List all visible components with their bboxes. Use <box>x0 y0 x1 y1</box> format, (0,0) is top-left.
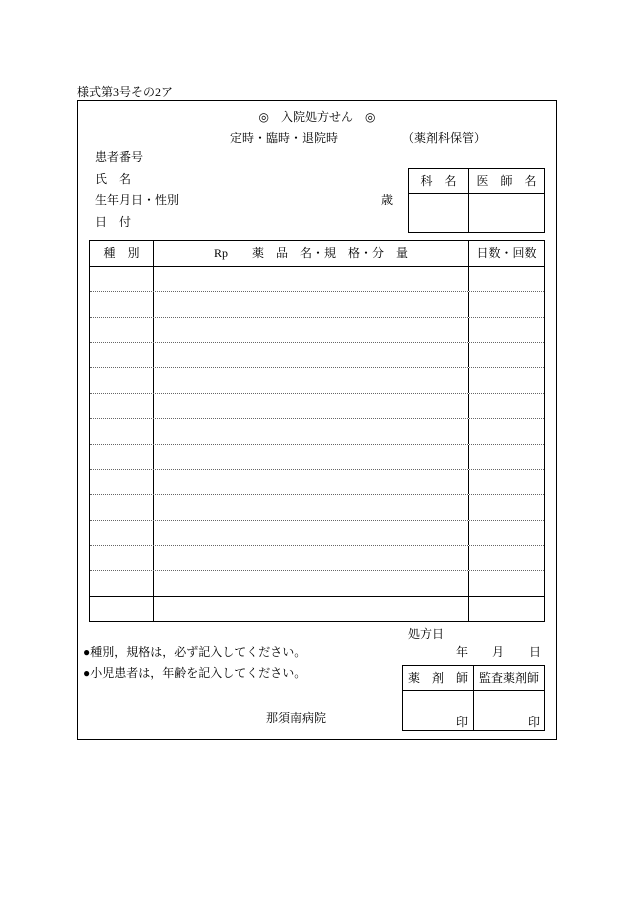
drug-cell <box>154 292 469 316</box>
drug-cell <box>154 571 469 595</box>
auditor-header: 監査薬剤師 <box>478 671 539 685</box>
category-cell <box>90 546 154 570</box>
table-row <box>90 419 544 444</box>
prescription-table-header <box>90 241 544 267</box>
table-row <box>90 368 544 393</box>
days-cell <box>469 394 544 418</box>
form-title: ◎ 入院処方せん ◎ <box>258 110 376 124</box>
category-cell <box>90 318 154 342</box>
days-cell <box>469 368 544 392</box>
drug-cell <box>154 546 469 570</box>
department-doctor-header <box>409 169 544 194</box>
category-cell <box>90 521 154 545</box>
department-doctor-table <box>408 168 545 233</box>
table-row <box>90 445 544 470</box>
pharmacist-table <box>402 665 545 731</box>
table-row <box>90 521 544 546</box>
patient-name-label: 氏 名 <box>95 172 132 186</box>
category-cell <box>90 597 154 621</box>
days-cell <box>469 445 544 469</box>
patient-number-label: 患者番号 <box>95 150 144 164</box>
drug-cell <box>154 394 469 418</box>
month-label: 月 <box>492 645 505 659</box>
table-row <box>90 343 544 368</box>
days-cell <box>469 597 544 621</box>
prescription-table <box>89 240 545 622</box>
year-label: 年 <box>456 645 469 659</box>
drug-cell <box>154 343 469 367</box>
days-header: 日数・回数 <box>476 246 537 260</box>
doctor-cell <box>469 194 544 232</box>
days-cell <box>469 267 544 291</box>
pharmacist-header: 薬 剤 師 <box>403 666 474 690</box>
storage-note: （薬剤科保管） <box>402 131 487 145</box>
pharmacist-body-row <box>403 691 544 730</box>
note-category-spec: ●種別，規格は，必ず記入してください。 <box>83 645 307 659</box>
days-cell <box>469 292 544 316</box>
doctor-header: 医 師 名 <box>476 174 537 188</box>
drug-cell <box>154 419 469 443</box>
date-label: 日 付 <box>95 215 132 229</box>
category-cell <box>90 419 154 443</box>
form-number: 様式第3号その2ア <box>77 85 174 99</box>
drug-cell <box>154 597 469 621</box>
drug-cell <box>154 445 469 469</box>
days-cell <box>469 343 544 367</box>
age-unit: 歳 <box>381 193 394 207</box>
hospital-name: 那須南病院 <box>266 711 327 725</box>
pharmacist-seal-label: 印 <box>455 715 468 729</box>
days-cell <box>469 521 544 545</box>
category-cell <box>90 571 154 595</box>
category-cell <box>90 470 154 494</box>
table-row <box>90 495 544 520</box>
days-cell <box>469 419 544 443</box>
drug-cell <box>154 267 469 291</box>
table-row <box>90 292 544 317</box>
prescription-date-label: 処方日 <box>408 627 445 641</box>
table-row <box>90 267 544 292</box>
table-row <box>90 470 544 495</box>
table-row <box>90 318 544 343</box>
auditor-seal-label: 印 <box>527 715 540 729</box>
drug-header: Rp 薬 品 名・規 格・分 量 <box>154 241 469 266</box>
category-cell <box>90 343 154 367</box>
drug-cell <box>154 368 469 392</box>
day-label: 日 <box>529 645 542 659</box>
category-cell <box>90 445 154 469</box>
drug-cell <box>154 318 469 342</box>
department-header: 科 名 <box>409 169 469 193</box>
pharmacist-header-row <box>403 666 544 691</box>
category-cell <box>90 495 154 519</box>
table-row <box>90 597 544 621</box>
prescription-types: 定時・臨時・退院時 <box>230 131 339 145</box>
auditor-seal-cell <box>474 691 544 730</box>
category-cell <box>90 267 154 291</box>
prescription-table-body <box>90 267 544 621</box>
days-cell <box>469 470 544 494</box>
drug-cell <box>154 470 469 494</box>
category-header: 種 別 <box>90 241 154 266</box>
days-cell <box>469 318 544 342</box>
note-pediatric-age: ●小児患者は，年齢を記入してください。 <box>83 666 307 680</box>
days-cell <box>469 571 544 595</box>
category-cell <box>90 394 154 418</box>
birthdate-sex-label: 生年月日・性別 <box>95 193 180 207</box>
department-doctor-body <box>409 194 544 232</box>
table-row <box>90 394 544 419</box>
category-cell <box>90 292 154 316</box>
pharmacist-seal-cell <box>403 691 474 730</box>
department-cell <box>409 194 469 232</box>
drug-cell <box>154 521 469 545</box>
drug-cell <box>154 495 469 519</box>
table-row <box>90 546 544 571</box>
days-cell <box>469 495 544 519</box>
days-cell <box>469 546 544 570</box>
table-row <box>90 571 544 596</box>
category-cell <box>90 368 154 392</box>
